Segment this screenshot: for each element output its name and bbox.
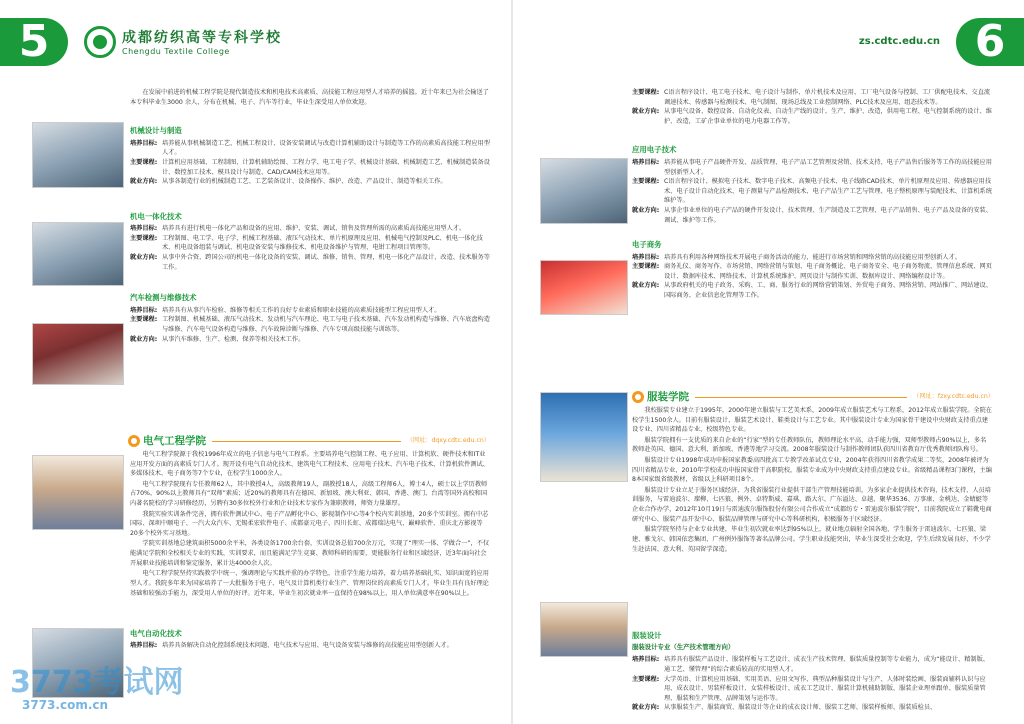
row-value: 培养能从事电子产品硬件开发、品质管理、电子产品工艺管理及营销、技术支持、电子产品售后服务等工作的高技能应用型创新型人才。: [664, 158, 992, 176]
paragraph: 我校服装专业建立于1995年，2000年建立服装与工艺美术系，2009年成立服装艺术与工程系，2012年成立服装学院。全院在校学生1500余人。目前有服装设计、服装艺术设计、鞋类设计与工艺专业。其中服装设计专业为国家骨干建设中央财政支持重点建设专业、四川省精品专业、校级特色专业。: [632, 407, 992, 434]
row-key: 主要课程:: [632, 675, 660, 683]
row-key: 主要课程:: [632, 263, 660, 271]
paragraph: 电气工程学院坚持实践教学中统一，强调理论与实践并重的办学特色，注重学生能力培养，着力培养基础扎实、知识面宽的应用型人才。我院多年来为国家培养了一大批服务于电子、电气及计算机类行业生产、管理岗位的高素质专门人才。毕业生具有良好理论基础和较强动手能力，深受用人单位的好评。近年来，毕业生初次就业率一直保持在98%以上，用人单位满意率在90%以上。: [130, 570, 489, 597]
row-key: 培养目标:: [130, 139, 158, 147]
row-value: 商务礼仪、商务写作、市场营销、网络营销与策划、电子商务概论、电子商务安全、电子商务物流、管理信息系统、网页设计、数据库技术、网络技术、计算机系统维护、网页设计与制作实训、数据库设计、网络编程设计等。: [664, 263, 992, 280]
row-key: 就业方向:: [130, 178, 158, 186]
photo-auto-repair: [32, 323, 124, 385]
college-website[interactable]: （网址：dqxy.cdtc.edu.cn）: [406, 437, 490, 445]
photo-machinery-lab: [32, 122, 124, 188]
major-title: 应用电子技术: [632, 145, 677, 155]
row-key: 就业方向:: [632, 108, 660, 116]
major-title: 电气自动化技术: [130, 629, 182, 638]
major-title: 机电一体化技术: [130, 211, 182, 221]
college-title: 服装学院: [647, 390, 689, 403]
paragraph: 服装设计专业立足于服务区域经济，为我省服装行业提供干部生产管理技能培训，为多家企业提供技术咨询，技术支持、人员培训服务，与雷迪波尔、璨柳、七匹狼、例外、卓特斯威、嘉琪、路大尔、广东溢达、卓越、聚华3536、万事康、金桃达、金蜻蜓等企业合作办学，2012年10月19日与雷迪波尔服饰股份有限公司合作成立“成都纺专・雷迪波尔服装学院”，目前我院成立了鞋靴电商研究中心、服装产品开发中心、服装品牌管理与研究中心等科研机构，积极服务于区域经济。: [632, 486, 992, 523]
row-key: 主要课程:: [130, 234, 158, 242]
row-value: 大学英语、计算机应用基础、实用美语、应用文写作、典型品种服装设计与生产、人体时装绘画、服装面辅料认识与应用、成衣设计、男装样板设计、女装样板设计、成衣工艺设计、服装计算机辅助制版、服装企业理单跟单、服装质量管理、服装和生产管理、品牌策划与运作等。: [664, 675, 986, 702]
paragraph: 服装学院拥有一支优质的来自企业的“行家”型的专任教师队伍，教师理论水平高、动手能力强，双师型教师占90%以上，多名教师赴英国、德国、意大利、新加坡、香港等地学习交流。2008年服装设计与制作教师团队获四川省教育厅优秀教师团队称号。: [632, 436, 987, 454]
row-key: 培养目标:: [130, 642, 158, 650]
major-title: 服装设计: [632, 631, 662, 640]
major-electrical-automation: [130, 628, 490, 651]
major-title: 汽车检测与维修技术: [130, 293, 197, 303]
college-name-cn: 成都纺织高等专科学校: [122, 30, 282, 46]
major-auto-repair: [130, 292, 490, 344]
major-mechatronics: [130, 211, 490, 273]
photo-unveiling-ceremony: [540, 392, 628, 482]
paragraph: 电气工程学院现有专任教师62人，其中教授4人，高级教师19人，副教授18人，高级工程师6人，博士4人，硕士以上学历教师占70%，90%以上教师具有“双师”素质；近20%的教师具有在德国、新加坡、澳大利亚、韩国、香港、澳门、台湾等国外高校和国内著名院校的学习研修经历，另聘有30多位校外行业和企业技术专家作为兼职教师，师资力量雄厚。: [130, 480, 488, 508]
photo-electrical-group: [32, 455, 124, 530]
paragraph: 学院实训基地总建筑面积5000余平米，各类设备1700余台套，实训设备总值700余万元，实现了“理实一体、学做合一”，不仅能满足学院和全校相关专业的实践、实训要求，而且能满足学生竞赛、教师科研的需要，更能服务行业和区域经济，近3年面向社会开展职业技能培训和鉴定服务，累计达4000余人次。: [130, 540, 490, 567]
photo-ecommerce-event: [540, 260, 628, 315]
row-key: 培养目标:: [130, 225, 158, 233]
page-number-left: 5: [0, 18, 68, 66]
photo-electronics-lab: [540, 158, 628, 224]
row-value: 从事中外合资、跨国公司的机电一体化设备的安装、调试、维修、销售、管理，机电一体化产品设计、改造、技术服务等工作。: [162, 254, 490, 271]
row-value: 培养具有进行机电一体化产品和设备的应用、维护、安装、调试、销售及管理所需的高素质高技能应用型人才。: [162, 225, 466, 233]
row-key: 培养目标:: [632, 656, 660, 664]
row-value: 从事汽车维修、生产、检测、保养等相关技术工作。: [162, 335, 305, 343]
row-key: 就业方向:: [130, 335, 158, 343]
paragraph: 服装学院坚持与企业专业共建，毕业生初次就业率达到95%以上，就业地点辐射全国各地，学生服务于雷迪波尔、七匹狼、梁建、雅戈尔、韩国依恋集团、广州例外服饰等著名品牌公司。学生职业技能突出，毕业生深受社会欢迎，学生后续发展良好，不少学生赴法国、意大利、英国留学深造。: [632, 526, 991, 553]
mechanical-intro: 在发展中前进的机械工程学院是现代制造技术和机电技术高素质、高技能工程应用型人才培养的摇篮。近十年来已为社会输送了本专科毕业生3000 余人，分布在机械、电子、汽车等行业，毕业生深受用人单位欢迎。: [130, 89, 489, 106]
row-value: 培养具有利用各种网络技术开展电子商务活动的能力，能进行市场营销和网络营销的高技能应用型创新人才。: [664, 253, 961, 261]
row-value: 培养具有从事汽车检验、维修等相关工作的良好专业素质和职业技能的高素质技能型工程应用型人才。: [162, 306, 441, 314]
row-key: 就业方向:: [632, 282, 660, 290]
major-applied-electronics: [632, 144, 992, 225]
fashion-college-text: [632, 406, 992, 555]
college-header-fashion: [632, 390, 994, 404]
row-value: 工程制图、电工学、电子学、机械工程基础、液压气动技术、单片机原理及应用、机械电气控制及PLC、机电一体化技术、机电设备组装与调试、机电设备安装与维修技术、机电设备维护与管理、电钳工程项目管理等。: [162, 234, 483, 252]
row-key: 主要课程:: [130, 316, 158, 324]
major-fashion-design: [632, 630, 992, 713]
watermark-logo: 3773考试网: [10, 665, 184, 700]
row-key: 培养目标:: [632, 158, 660, 166]
row-value: 计算机应用基础、工程制图、计算机辅助绘图、工程力学、电工电子学、机械设计基础、机械制造工艺、机械制造装备设计、数控加工技术、模具设计与制造、CAD/CAM技术应用等。: [162, 158, 490, 176]
row-key: 就业方向:: [632, 206, 660, 214]
row-value: C语言程序设计、电工电子技术、电子设计与制作、单片机技术及应用、工厂电气设备与控制、工厂供配电技术、交直流调速技术、传感器与检测技术、电气制图、现场总线及工业控制网络、PLC技术及应用、组态技术等。: [664, 89, 991, 106]
row-key: 主要课程:: [632, 178, 660, 186]
row-key: 就业方向:: [632, 704, 660, 712]
major-ecommerce: [632, 239, 992, 301]
bullet-icon: [128, 435, 140, 447]
college-title: 电气工程学院: [143, 434, 206, 447]
college-logo-icon: [84, 26, 116, 58]
watermark-url: 3773.com.cn: [22, 698, 109, 712]
row-key: 培养目标:: [632, 253, 660, 261]
page-spine-divider: [511, 0, 513, 724]
row-value: 从事电气设备、数控设备、自动化仪表、自动生产线的设计、生产、维护、改造，供用电工程、电气控制系统的设计、维护、改造，工矿企事业单位的电力电器工作等。: [664, 108, 992, 125]
major-title: 电子商务: [632, 240, 662, 250]
electrical-college-text: [130, 450, 490, 599]
row-value: 从事各制造行业的机械制造工艺、工艺装备设计、设备操作、维护、改造、产品设计、制造等相关工作。: [162, 178, 447, 186]
college-name-en: Chengdu Textile College: [122, 47, 230, 56]
major-title: 机械设计与制造: [130, 126, 182, 136]
row-key: 培养目标:: [130, 306, 158, 314]
college-website[interactable]: （网址：fzxy.cdtc.edu.cn）: [913, 393, 994, 401]
paragraph: 服装设计专业1998年成功申报国家教委高四批高工专教学改革试点专业，2004年获得四川省教学成果二等奖，2008年被评为四川省精品专业，2010年学校成功申报国家骨干高职院校，服装专业成为中央财政支持重点建设专业。省级精品课程3门课程，主编8本国家级省级教材，省级以上科研项目8个。: [632, 457, 992, 484]
bullet-icon: [632, 391, 644, 403]
row-value: 培养具有服装产品设计、服装样板与工艺设计、成衣生产技术管理、服装质量控制等专业能力，成为“能设计、精制版、通工艺、懂管理”的综合素质较高的实用型人才。: [664, 656, 989, 673]
site-url[interactable]: zs.cdtc.edu.cn: [858, 36, 940, 47]
row-value: 工程制图、机械基础、液压气动技术、发动机与汽车理论、电工与电子技术基础、汽车发动机构造与维修、汽车底盘构造与维修、汽车电气设备构造与维修、汽车故障诊断与维修、汽车专项高级技能与训练等。: [162, 316, 490, 333]
row-value: 从事企事业单位的电子产品的硬件开发设计、技术管理、生产制造及工艺管理、电子产品销售、电子产品及设备的安装、调试、维护等工作。: [664, 206, 992, 224]
paragraph: 电气工程学院源于我校1996年成立的电子信息与电气工程系。主要培养电气控制工程、电子应用、计算机软、硬件技术和IT业应用开发方面的高素质专门人才。现开设有电气自动化技术、建筑电气工程技术、应用电子技术、汽车电子技术、计算机软件测试、多媒体技术、电子商务等7个专业，在校学生1000余人。: [130, 451, 489, 478]
left-column: [130, 88, 490, 344]
row-value: C语言程序设计、模拟电子技术、数字电子技术、高频电子技术、电子线路CAD技术、单片机原理及应用、传感器应用技术、电子设计自动化技术、电子测量与产品检测技术、电子产品生产工艺与管理、电子整机原理与装配技术、计算机系统维护等。: [664, 178, 992, 205]
row-value: 从事服装生产、服装商贸、服装设计等企业的成衣设计师、服装工艺师、服装样板师、服装质检员、: [664, 704, 937, 712]
college-header-electrical: [128, 434, 490, 448]
paragraph: 我院实验实训条件完善，拥有软件测试中心、电子产品孵化中心、影视制作中心等4个校内实训基地，20多个实训室。拥有中芯国际、深圳中顺电子、一汽大众汽车、无锡柔宏软件电子、成都豪元电子、四川长虹、成都瑞达电气、巅峰软件、重庆北方影视等20多个校外实习基地。: [130, 510, 489, 537]
row-value: 从事政府机关的电子政务、采购、工、商、服务行业的网络营销策划、外贸电子商务、网络营销、网站推广、网站建设、国际商务、企业信息化管理等工作。: [664, 282, 992, 300]
row-key: 主要课程:: [632, 89, 660, 96]
photo-fashion-group: [540, 602, 628, 657]
header-rule: [212, 441, 401, 442]
major-mechanical-design: [130, 125, 490, 187]
page-number-right: 6: [956, 18, 1024, 66]
header-rule: [695, 397, 907, 398]
row-key: 就业方向:: [130, 254, 158, 262]
row-value: 培养能从事机械制造工艺、机械工程设计、设备安装调试与改造计算机辅助设计与制造等工作的高素质高技能工程应用型人才。: [162, 139, 490, 157]
major-subtitle: 服装设计专业（生产技术管理方向）: [632, 643, 735, 652]
automation-continued: [632, 88, 992, 126]
row-key: 主要课程:: [130, 158, 158, 166]
photo-mechatronics-lab: [32, 222, 124, 286]
row-value: 培养具备解决自动化控制系统技术问题、电气技术与应用、电气设备安装与维修的高技能应用型创新人才。: [162, 642, 453, 650]
right-column: [632, 88, 992, 301]
